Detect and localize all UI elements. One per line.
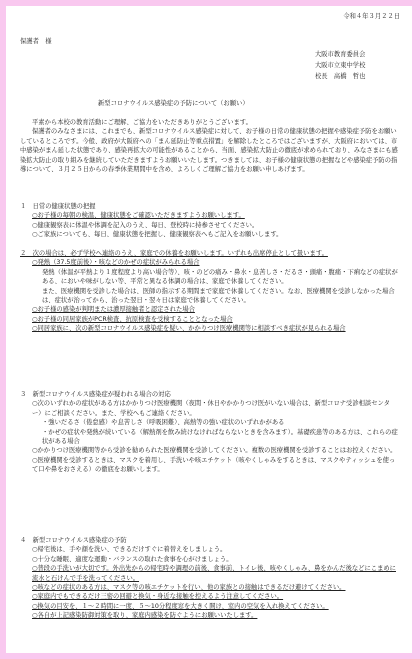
document-title: 新型コロナウイルス感染症の予防について（お願い） [98,100,249,107]
section-heading: ４ 新型コロナウイルス感染症の予防 [20,537,127,544]
list-item: ・強いだるさ（倦怠感）や息苦しさ（呼吸困難）、高熱等の強い症状のいずれかがある [42,419,285,427]
list-item: ○十分な睡眠、適度な運動・バランスの取れた食事を心がけましょう。 [32,555,233,563]
list-item: 発熱（体温が平熱より１度程度より高い場合等）、咳・のどの痛み・鼻水・息苦しさ・だるさ・頭痛・腹痛・下痢などの症状がある、においや味がしない等、平常と異なる体調の場合は、家庭で休養してください。 [42,268,398,286]
intro-line-2: 保護者のみなさまには、これまでも、新型コロナウイルス感染症に対して、お子様の日常の健康状態の把握や感染症予防をお願いしているところです。今般、政府が大阪府への「まん延防止等重点措置」を解除したところではございますが、大阪府においては、市中感染がまん延した状態であり、感染再拡大の可能性があることから、当面、感染拡大防止の徹底が求められており、みなさまにも感染拡大防止の取り組みを継続していただきますようお願いいたします。つきましては、お子様の健康状態の把握などや感染症予防の指導について、３月２５日からの春季休業期間中を含め、よろしくご理解ご協力をお願い申しあげます。 [20,128,398,174]
section-absence [20,249,398,334]
addressee: 保護者 様 [20,38,52,45]
list-item: ○かかりつけ医療機関等から受診を勧められた医療機関を受診してください。複数の医療機関を受診することはお控えください。 [32,447,397,455]
section-heading: ３ 新型コロナウイルス感染症が疑われる場合の対応 [20,391,171,398]
list-item: ・かぜの症状や発熱が続いている（解熱剤を飲み続けなければならないときを含みます）。基礎疾患等のある方は、これらの症状がある場合 [42,428,398,446]
list-item: ○次のいずれかの症状がある方はかかりつけ医療機関（夜間・休日やかかりつけ医がいない場合は、新型コロナ受診相談センター）にご相談ください。また、学校へもご連絡ください。 [32,400,390,417]
notice-document [6,6,412,653]
list-item: また、医療機関を受診した場合は、医師の指示する期間まで家庭で休養してください。なお、医療機関を受診しなかった場合は、症状が治ってから、治った翌日・翌々日は家庭で休養してください。 [42,287,395,305]
list-item: ○各自が上記感染防御対策を取り、家庭内感染を防ぐようにお願いいたします。 [32,612,258,620]
intro-line-1: 平素から本校の教育活動にご理解、ご協力をいただきありがとうございます。 [32,119,252,126]
list-item: ○咳などの症状のある方は、マスク等の咳エチケットを行い、他の家族との接触はできるだけ避けてください。 [32,584,346,592]
list-item: ○お子様の毎朝の検温、健康状態をご確認いただきますようお願いします。 [32,212,245,220]
intro-paragraph [20,118,398,174]
list-item: ○ご家族についても、毎日、健康状態を把握し、健康観察表へもご記入をお願いします。 [32,231,283,239]
sender-board: 大阪市教育委員会 [315,51,366,58]
section-health [20,202,398,240]
section-heading: １ 日常の健康状態の把握 [20,203,96,210]
list-item: ○普段の手洗いが大切です。外出先からの帰宅時や調理の前後、食事前、トイレ後、咳やくしゃみ、鼻をかんだ後などにこまめに流水と石けんで手を洗ってください。 [32,565,396,582]
issue-date: 令和４年３月２２日 [343,13,400,20]
list-item: ○健康観察表に体温や体調を記入のうえ、毎日、登校時に持参させてください。 [32,221,259,229]
list-item: ○同居家族に、次の新型コロナウイルス感染症を疑い、かかりつけ医療機関等に相談すべき症状が見られる場合 [32,325,346,333]
section-prevention [20,536,398,621]
section-suspected [20,390,398,475]
section-heading: ２ 次の場合は、必ず学校へ連絡のうえ、家庭での休養をお願いします。いずれも出席停止として扱います。 [20,250,328,257]
sender-school: 大阪市立東中学校 [315,62,366,69]
list-item: ○医療機関を受診するときは、マスクを着用し、手洗いや咳エチケット（咳やくしゃみをするときは、マスクやティッシュを使って口や鼻をおさえる）の徹底をお願いします。 [32,456,396,474]
list-item: ○お子様の同居家族がPCR検査、抗原検査を受検することとなった場合 [32,315,233,323]
list-item: ○お子様の感染が判明または濃厚接触者と認定された場合 [32,306,195,314]
sender-principal: 校長 高橋 哲也 [315,73,366,80]
list-item: ○発熱（37.5度前後）・咳などのかぜの症状がみられる場合 [32,259,200,267]
list-item: ○帰宅後は、手や顔を洗い、できるだけすぐに着替えをしましょう。 [32,546,227,554]
list-item: ○換気の目安を、１～２時間に一度、５～10分程度窓を大きく開け、室内の空気を入れ換えてください。 [32,602,329,610]
list-item: ○家庭内でもできるだけ三密の回避と換気・身近な接触を控えるよう注意してください。 [32,593,284,601]
